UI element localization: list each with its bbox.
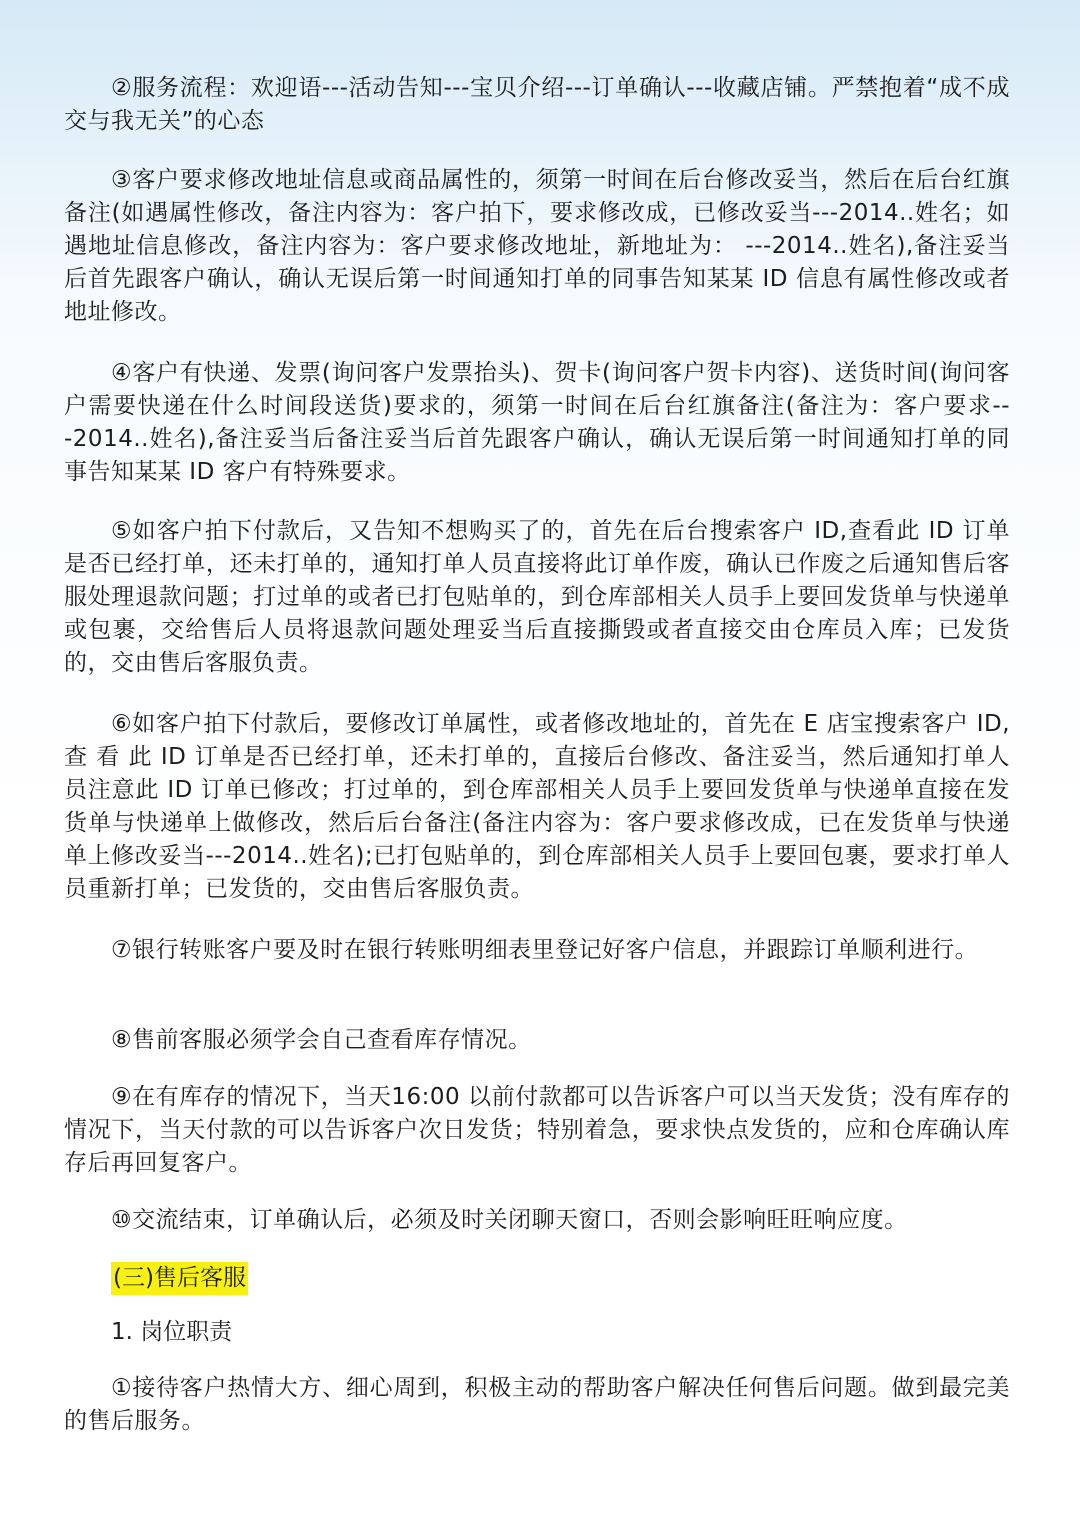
paragraph-bank-transfer: ⑦银行转账客户要及时在银行转账明细表里登记好客户信息，并跟踪订单顺利进行。 [111, 937, 979, 963]
section-heading: (三)售后客服 [111, 1262, 248, 1295]
paragraph-modify-order: ⑥如客户拍下付款后，要修改订单属性，或者修改地址的，首先在 E 店宝搜索客户 ID, 查 看 此 ID 订单是否已经打单，还未打单的，直接后台修改、备注妥当，然后通知打单人员注意此 ID 订单已修改；打过单的，到仓库部相关人员手上要回发货单与快递单直接在发货单与快递单上做修改，然后后台备注(备注内容为：客户要求修改成，已在发货单与快递单上修改妥当---2014..姓名);已打包贴单的，到仓库部相关人员手上要回包裹，要求打单人员重新打单；已发货的，交由售后客服负责。 [64, 711, 1010, 902]
paragraph-close-chat: ⑩交流结束，订单确认后，必须及时关闭聊天窗口，否则会影响旺旺响应度。 [111, 1207, 908, 1233]
paragraph-after-sales-duty: ①接待客户热情大方、细心周到，积极主动的帮助客户解决任何售后问题。做到最完美的售后服务。 [64, 1375, 1010, 1434]
paragraph-cancel-order: ⑤如客户拍下付款后，又告知不想购买了的，首先在后台搜索客户 ID,查看此 ID 订单是否已经打单，还未打单的，通知打单人员直接将此订单作废，确认已作废之后通知售后客服处理退款问题；打过单的或者已打包贴单的，到仓库部相关人员手上要回发货单与快递单或包裹，交给售后人员将退款问题处理妥当后直接撕毁或者直接交由仓库员入库；已发货的，交由售后客服负责。 [64, 518, 1010, 676]
paragraph-modify-address: ③客户要求修改地址信息或商品属性的，须第一时间在后台修改妥当，然后在后台红旗备注(如遇属性修改，备注内容为：客户拍下，要求修改成，已修改妥当---2014..姓名；如遇地址信息修改，备注内容为：客户要求修改地址，新地址为： ---2014..姓名),备注妥当后首先跟客户确认，确认无误后第一时间通知打单的同事告知某某 ID 信息有属性修改或者地址修改。 [64, 167, 1010, 325]
section-subheading: 1. 岗位职责 [111, 1319, 233, 1345]
paragraph-special-requests: ④客户有快递、发票(询问客户发票抬头)、贺卡(询问客户贺卡内容)、送货时间(询问客户需要快递在什么时间段送货)要求的，须第一时间在后台红旗备注(备注为：客户要求---2014..姓名),备注妥当后备注妥当后首先跟客户确认，确认无误后第一时间通知打单的同事告知某某 ID 客户有特殊要求。 [64, 360, 1010, 485]
paragraph-check-stock: ⑧售前客服必须学会自己查看库存情况。 [111, 1027, 532, 1053]
paragraph-shipping-time: ⑨在有库存的情况下，当天16:00 以前付款都可以告诉客户可以当天发货；没有库存的情况下，当天付款的可以告诉客户次日发货；特别着急，要求快点发货的，应和仓库确认库存后再回复客户。 [64, 1084, 1010, 1176]
paragraph-service-process: ②服务流程：欢迎语---活动告知---宝贝介绍---订单确认---收藏店铺。严禁抱着“成不成交与我无关”的心态 [64, 75, 1010, 134]
